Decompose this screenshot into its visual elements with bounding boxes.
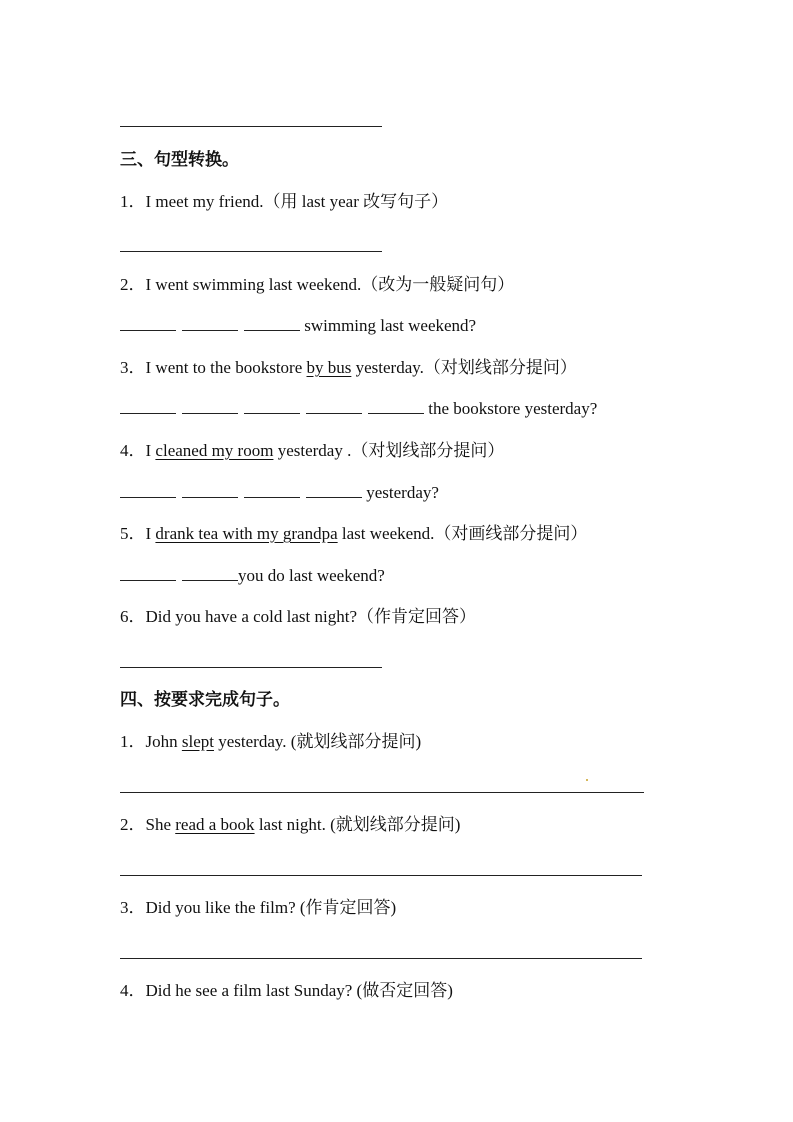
answer-line [120,251,382,252]
blank[interactable] [306,483,362,498]
question-4-2: 2．She read a book last night. (就划线部分提问) [120,815,461,834]
answer-line [120,667,382,668]
answer-line [120,792,644,793]
question-3-3: 3．I went to the bookstore by bus yesterday.（对划线部分提问） [120,358,577,377]
blank[interactable] [182,483,238,498]
question-3-1: 1．I meet my friend.（用 last year 改写句子） [120,192,449,211]
section-3-title: 三、句型转换。 [120,150,239,169]
answer-3-4: yesterday? [120,483,439,503]
question-3-6: 6．Did you have a cold last night?（作肯定回答） [120,607,477,626]
question-4-3: 3．Did you like the film? (作肯定回答) [120,898,397,917]
blank[interactable] [244,483,300,498]
answer-3-3: the bookstore yesterday? [120,399,597,419]
blank[interactable] [120,399,176,414]
answer-line [120,958,642,959]
answer-3-2: swimming last weekend? [120,316,476,336]
blank[interactable] [244,399,300,414]
blank[interactable] [120,483,176,498]
answer-3-5: you do last weekend? [120,566,385,586]
answer-line [120,875,642,876]
question-3-2: 2．I went swimming last weekend.（改为一般疑问句） [120,275,515,294]
blank[interactable] [244,316,300,331]
question-3-4: 4．I cleaned my room yesterday .（对划线部分提问） [120,441,505,460]
question-3-5: 5．I drank tea with my grandpa last weekend.（对画线部分提问） [120,524,588,543]
section-4-title: 四、按要求完成句子。 [120,690,290,709]
blank[interactable] [120,316,176,331]
blank[interactable] [182,399,238,414]
question-4-4: 4．Did he see a film last Sunday? (做否定回答) [120,981,453,1000]
blank[interactable] [182,566,238,581]
blank[interactable] [306,399,362,414]
question-4-1: 1．John slept yesterday. (就划线部分提问) [120,732,422,751]
stray-dot [586,779,588,781]
blank[interactable] [120,566,176,581]
blank[interactable] [182,316,238,331]
blank[interactable] [368,399,424,414]
answer-line [120,126,382,127]
